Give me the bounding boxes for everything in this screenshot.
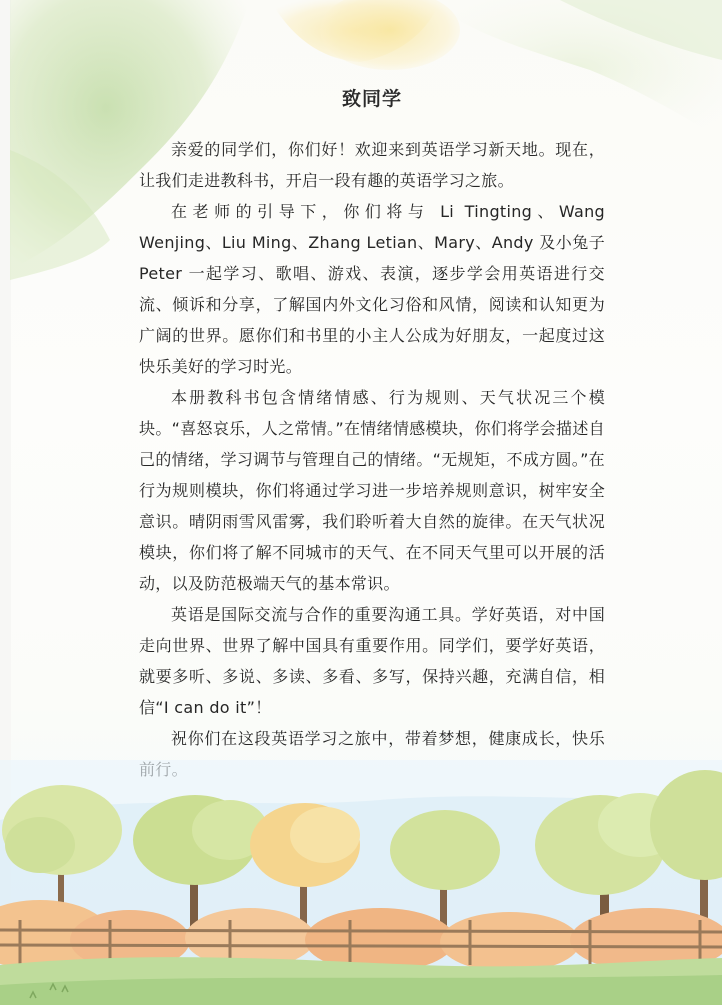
letter-content: [139, 84, 605, 785]
page-title: 致同学: [341, 88, 402, 110]
paragraph-characters: 在老师的引导下，你们将与 Li Tingting、Wang Wenjing、Liu Ming、Zhang Letian、Mary、Andy 及小兔子 Peter 一起学习、歌唱、游戏、表演，逐步学会用英语进行交流、倾诉和分享，了解国内外文化习俗和风情，阅读和认知更为广阔的世界。愿你们和书里的小主人公成为好朋友，一起度过这快乐美好的学习时光。: [139, 202, 605, 376]
paragraph-importance: 英语是国际交流与合作的重要沟通工具。学好英语，对中国走向世界、世界了解中国具有重要作用。同学们，要学好英语，就要多听、多说、多读、多看、多写，保持兴趣，充满自信，相信“I can do it”！: [139, 605, 605, 717]
paragraph-modules: 本册教科书包含情绪情感、行为规则、天气状况三个模块。“喜怒哀乐，人之常情。”在情绪情感模块，你们将学会描述自己的情绪，学习调节与管理自己的情绪。“无规矩，不成方圆。”在行为规则模块，你们将通过学习进一步培养规则意识，树牢安全意识。晴阴雨雪风雷雾，我们聆听着大自然的旋律。在天气状况模块，你们将了解不同城市的天气、在不同天气里可以开展的活动，以及防范极端天气的基本常识。: [139, 388, 605, 593]
paragraph-wishes: 祝你们在这段英语学习之旅中，带着梦想，健康成长，快乐: [171, 729, 605, 748]
tree-scenery-illustration: [0, 760, 722, 1005]
paragraph-greeting: 亲爱的同学们，你们好！欢迎来到英语学习新天地。现在，让我们走进教科书，开启一段有趣的英语学习之旅。: [139, 140, 605, 190]
